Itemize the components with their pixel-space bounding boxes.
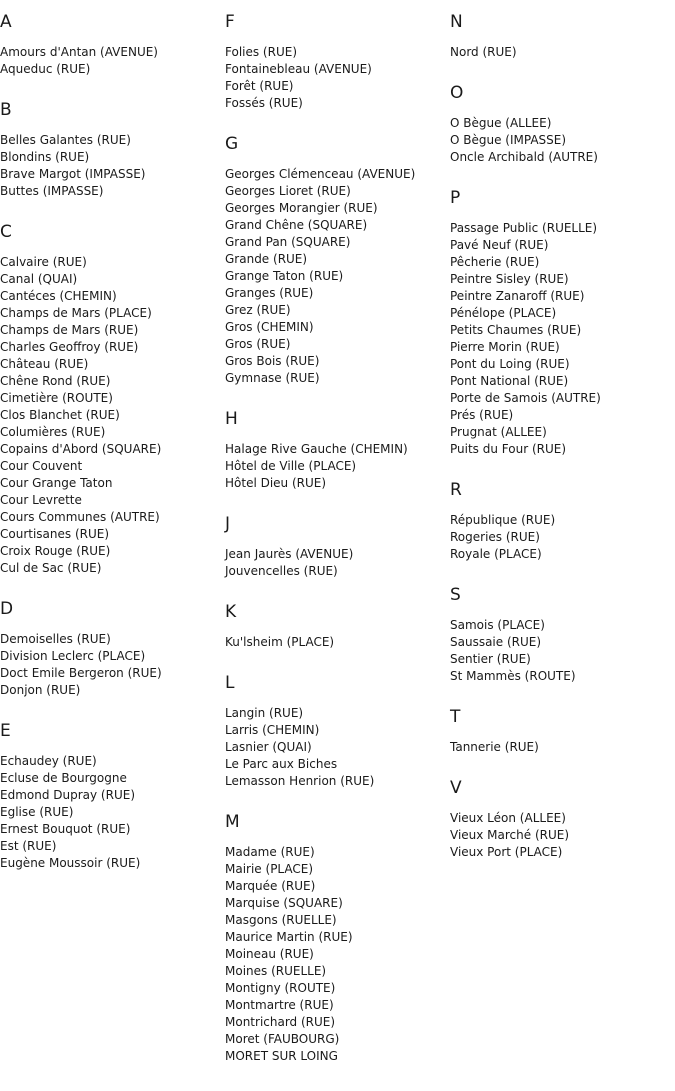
street-link[interactable]: Peintre Zanaroff (RUE) [450, 289, 585, 303]
street-link[interactable]: Peintre Sisley (RUE) [450, 272, 569, 286]
street-link[interactable]: Grand Pan (SQUARE) [225, 235, 351, 249]
letter-heading: J [225, 514, 231, 534]
street-link[interactable]: Cour Levrette [0, 493, 82, 507]
street-link[interactable]: Masgons (RUELLE) [225, 913, 337, 927]
street-link[interactable]: Montrichard (RUE) [225, 1015, 336, 1029]
street-link[interactable]: Brave Margot (IMPASSE) [0, 167, 146, 181]
street-link[interactable]: Vieux Port (PLACE) [450, 845, 563, 859]
street-link[interactable]: Georges Clémenceau (AVENUE) [225, 167, 416, 181]
street-link[interactable]: Doct Emile Bergeron (RUE) [0, 666, 162, 680]
street-link[interactable]: Ecluse de Bourgogne [0, 771, 127, 785]
letter-heading: K [225, 602, 237, 622]
street-link[interactable]: Pont du Loing (RUE) [450, 357, 570, 371]
street-link[interactable]: Moret (FAUBOURG) [225, 1032, 340, 1046]
street-link[interactable]: Hôtel Dieu (RUE) [225, 476, 327, 490]
letter-heading: R [450, 480, 462, 500]
street-link[interactable]: O Bègue (IMPASSE) [450, 133, 567, 147]
street-link[interactable]: Grange Taton (RUE) [225, 269, 344, 283]
street-link[interactable]: Gros (CHEMIN) [225, 320, 314, 334]
street-link[interactable]: Petits Chaumes (RUE) [450, 323, 582, 337]
letter-heading: C [0, 222, 12, 242]
letter-group [0, 10, 225, 78]
letter-group [450, 81, 675, 166]
letter-heading: P [450, 188, 461, 208]
street-link[interactable]: Calvaire (RUE) [0, 255, 87, 269]
street-link[interactable]: Maurice Martin (RUE) [225, 930, 353, 944]
street-link[interactable]: MORET SUR LOING [225, 1049, 338, 1063]
street-link[interactable]: Grez (RUE) [225, 303, 291, 317]
letter-heading: M [225, 812, 240, 832]
street-link[interactable]: Lasnier (QUAI) [225, 740, 312, 754]
street-index [0, 10, 675, 1091]
letter-group [0, 98, 225, 200]
street-link[interactable]: Marquise (SQUARE) [225, 896, 343, 910]
street-link[interactable]: Buttes (IMPASSE) [0, 184, 104, 198]
street-link[interactable]: Folies (RUE) [225, 45, 297, 59]
street-link[interactable]: Canal (QUAI) [0, 272, 78, 286]
street-link[interactable]: Samois (PLACE) [450, 618, 545, 632]
street-link[interactable]: Champs de Mars (PLACE) [0, 306, 152, 320]
letter-heading: F [225, 12, 235, 32]
street-link[interactable]: Fossés (RUE) [225, 96, 303, 110]
street-link[interactable]: Passage Public (RUELLE) [450, 221, 598, 235]
street-link[interactable]: Cours Communes (AUTRE) [0, 510, 160, 524]
street-link[interactable]: O Bègue (ALLEE) [450, 116, 552, 130]
street-link[interactable]: Demoiselles (RUE) [0, 632, 111, 646]
street-link[interactable]: Pêcherie (RUE) [450, 255, 540, 269]
street-link[interactable]: Cour Couvent [0, 459, 83, 473]
letter-heading: G [225, 134, 239, 154]
street-link[interactable]: Clos Blanchet (RUE) [0, 408, 120, 422]
street-link[interactable]: Cimetière (ROUTE) [0, 391, 113, 405]
letter-heading: S [450, 585, 461, 605]
street-link[interactable]: Moines (RUELLE) [225, 964, 327, 978]
letter-group [450, 10, 675, 61]
street-link[interactable]: Tannerie (RUE) [450, 740, 539, 754]
street-link[interactable]: Prugnat (ALLEE) [450, 425, 547, 439]
street-link[interactable]: Belles Galantes (RUE) [0, 133, 131, 147]
street-link[interactable]: Prés (RUE) [450, 408, 514, 422]
letter-heading: H [225, 409, 238, 429]
street-link[interactable]: Sentier (RUE) [450, 652, 531, 666]
street-link[interactable]: Mairie (PLACE) [225, 862, 314, 876]
street-link[interactable]: Saussaie (RUE) [450, 635, 542, 649]
street-link[interactable]: Gros Bois (RUE) [225, 354, 320, 368]
street-link[interactable]: Jean Jaurès (AVENUE) [225, 547, 354, 561]
letter-heading: N [450, 12, 463, 32]
street-link[interactable]: Porte de Samois (AUTRE) [450, 391, 601, 405]
street-link[interactable]: Aqueduc (RUE) [0, 62, 91, 76]
street-link[interactable]: Jouvencelles (RUE) [225, 564, 338, 578]
letter-group [225, 407, 450, 492]
street-link[interactable]: Copains d'Abord (SQUARE) [0, 442, 162, 456]
street-link[interactable]: St Mammès (ROUTE) [450, 669, 576, 683]
street-link[interactable]: Pierre Morin (RUE) [450, 340, 560, 354]
letter-group [0, 719, 225, 872]
street-link[interactable]: Montmartre (RUE) [225, 998, 334, 1012]
street-link[interactable]: Charles Geoffroy (RUE) [0, 340, 139, 354]
index-column [225, 10, 450, 1085]
street-link[interactable]: Rogeries (RUE) [450, 530, 540, 544]
letter-group [450, 776, 675, 861]
street-link[interactable]: Vieux Léon (ALLEE) [450, 811, 566, 825]
street-link[interactable]: Montigny (ROUTE) [225, 981, 336, 995]
street-link[interactable]: Nord (RUE) [450, 45, 517, 59]
letter-heading: A [0, 12, 12, 32]
street-link[interactable]: Champs de Mars (RUE) [0, 323, 139, 337]
letter-group [450, 705, 675, 756]
letter-group [450, 583, 675, 685]
letter-heading: O [450, 83, 464, 103]
street-link[interactable]: Edmond Dupray (RUE) [0, 788, 135, 802]
letter-heading: V [450, 778, 462, 798]
letter-group [225, 810, 450, 1065]
street-link[interactable]: Amours d'Antan (AVENUE) [0, 45, 158, 59]
street-link[interactable]: Est (RUE) [0, 839, 57, 853]
street-link[interactable]: Cantéces (CHEMIN) [0, 289, 117, 303]
street-link[interactable]: Columières (RUE) [0, 425, 106, 439]
street-link[interactable]: Lemasson Henrion (RUE) [225, 774, 375, 788]
street-link[interactable]: Donjon (RUE) [0, 683, 81, 697]
index-column [0, 10, 225, 892]
letter-group [450, 186, 675, 458]
street-link[interactable]: Royale (PLACE) [450, 547, 542, 561]
street-link[interactable]: Croix Rouge (RUE) [0, 544, 111, 558]
letter-heading: D [0, 599, 14, 619]
street-link[interactable]: Madame (RUE) [225, 845, 315, 859]
street-link[interactable]: Hôtel de Ville (PLACE) [225, 459, 357, 473]
street-link[interactable]: Halage Rive Gauche (CHEMIN) [225, 442, 408, 456]
street-link[interactable]: Larris (CHEMIN) [225, 723, 320, 737]
index-column [450, 10, 675, 881]
street-link[interactable]: Grand Chêne (SQUARE) [225, 218, 368, 232]
street-link[interactable]: Cul de Sac (RUE) [0, 561, 102, 575]
street-link[interactable]: Echaudey (RUE) [0, 754, 97, 768]
letter-group [225, 10, 450, 112]
street-link[interactable]: Eglise (RUE) [0, 805, 74, 819]
letter-group [225, 600, 450, 651]
street-link[interactable]: Pont National (RUE) [450, 374, 569, 388]
street-link[interactable]: Pénélope (PLACE) [450, 306, 557, 320]
street-link[interactable]: Grande (RUE) [225, 252, 308, 266]
street-link[interactable]: Moineau (RUE) [225, 947, 314, 961]
letter-heading: B [0, 100, 12, 120]
letter-heading: E [0, 721, 11, 741]
street-link[interactable]: République (RUE) [450, 513, 556, 527]
street-link[interactable]: Gymnase (RUE) [225, 371, 320, 385]
letter-group [450, 478, 675, 563]
street-link[interactable]: Granges (RUE) [225, 286, 314, 300]
street-link[interactable]: Château (RUE) [0, 357, 89, 371]
street-link[interactable]: Le Parc aux Biches [225, 757, 338, 771]
street-link[interactable]: Ku'lsheim (PLACE) [225, 635, 335, 649]
letter-group [0, 597, 225, 699]
letter-group [225, 512, 450, 580]
street-link[interactable]: Puits du Four (RUE) [450, 442, 567, 456]
street-link[interactable]: Ernest Bouquot (RUE) [0, 822, 131, 836]
street-link[interactable]: Eugène Moussoir (RUE) [0, 856, 141, 870]
street-link[interactable]: Oncle Archibald (AUTRE) [450, 150, 598, 164]
street-link[interactable]: Chêne Rond (RUE) [0, 374, 111, 388]
street-link[interactable]: Blondins (RUE) [0, 150, 90, 164]
street-link[interactable]: Langin (RUE) [225, 706, 304, 720]
street-link[interactable]: Cour Grange Taton [0, 476, 113, 490]
letter-group [225, 671, 450, 790]
street-link[interactable]: Marquée (RUE) [225, 879, 316, 893]
street-link[interactable]: Georges Morangier (RUE) [225, 201, 378, 215]
street-link[interactable]: Georges Lioret (RUE) [225, 184, 351, 198]
street-link[interactable]: Vieux Marché (RUE) [450, 828, 570, 842]
street-link[interactable]: Forêt (RUE) [225, 79, 294, 93]
street-link[interactable]: Gros (RUE) [225, 337, 291, 351]
letter-heading: L [225, 673, 235, 693]
street-link[interactable]: Division Leclerc (PLACE) [0, 649, 146, 663]
letter-heading: T [450, 707, 461, 727]
letter-group [225, 132, 450, 387]
letter-group [0, 220, 225, 577]
street-link[interactable]: Pavé Neuf (RUE) [450, 238, 549, 252]
street-link[interactable]: Courtisanes (RUE) [0, 527, 110, 541]
street-link[interactable]: Fontainebleau (AVENUE) [225, 62, 372, 76]
